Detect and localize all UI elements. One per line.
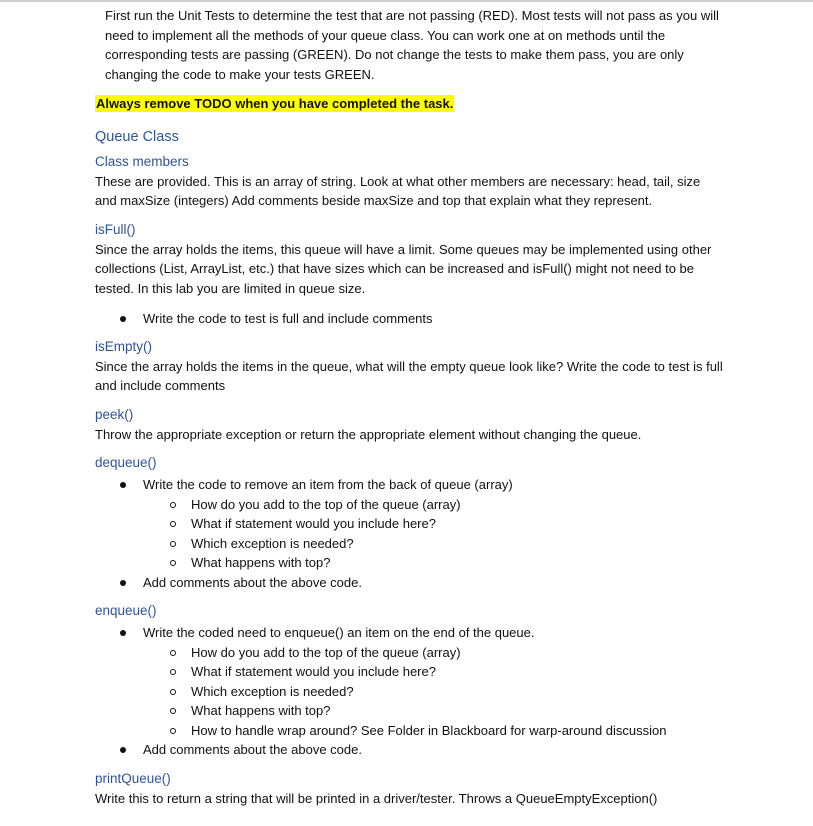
intro-paragraph: First run the Unit Tests to determine the test that are not passing (RED). Most tests will not pass as you will need to implement all the methods of your queue class. You can work one at on methods until the corresponding tests are passing (GREEN). Do not change the tests to make them pass, you are only changing the code to make your tests GREEN. bbox=[105, 8, 719, 82]
peek-body: Throw the appropriate exception or return the appropriate element without changing the queue. bbox=[95, 426, 642, 442]
sublist-item: What happens with top? bbox=[95, 553, 735, 573]
sublist-item: Which exception is needed? bbox=[95, 534, 735, 554]
sublist-item: How do you add to the top of the queue (array) bbox=[95, 495, 735, 515]
sublist-item: What if statement would you include here? bbox=[95, 662, 735, 682]
isfull-list bbox=[95, 309, 735, 329]
heading-queue-class: Queue Class bbox=[95, 128, 179, 145]
list-item: Write the code to test is full and include comments bbox=[95, 309, 735, 329]
list-item bbox=[95, 623, 735, 740]
list-item-text: Write the code to remove an item from the back of queue (array) bbox=[143, 477, 513, 492]
todo-highlight: Always remove TODO when you have completed the task. bbox=[96, 96, 454, 111]
list-item: Add comments about the above code. bbox=[95, 740, 735, 760]
heading-class-members: Class members bbox=[95, 153, 189, 169]
sublist-item: What happens with top? bbox=[95, 701, 735, 721]
sublist-item: Which exception is needed? bbox=[95, 682, 735, 702]
class-members-body: These are provided. This is an array of string. Look at what other members are necessary: head, tail, size and maxSize (integers) Add comments beside maxSize and top that explain what they represent. bbox=[95, 173, 701, 208]
isempty-body: Since the array holds the items in the queue, what will the empty queue look like? Write the code to test is full and include comments bbox=[95, 358, 723, 393]
printqueue-body: Write this to return a string that will be printed in a driver/tester. Throws a QueueEmptyException() bbox=[95, 790, 658, 806]
heading-enqueue: enqueue() bbox=[95, 603, 157, 618]
enqueue-sublist bbox=[143, 643, 735, 741]
enqueue-list bbox=[95, 623, 735, 760]
heading-printqueue: printQueue() bbox=[95, 770, 171, 786]
list-item: Add comments about the above code. bbox=[95, 573, 735, 593]
heading-dequeue: dequeue() bbox=[95, 455, 157, 470]
todo-callout bbox=[95, 94, 735, 114]
document-page bbox=[95, 6, 735, 808]
heading-peek: peek() bbox=[95, 406, 134, 422]
heading-isempty: isEmpty() bbox=[95, 338, 152, 354]
sublist-item: How to handle wrap around? See Folder in Blackboard for warp-around discussion bbox=[95, 721, 735, 741]
heading-isfull: isFull() bbox=[95, 221, 136, 237]
sublist-item: How do you add to the top of the queue (array) bbox=[95, 643, 735, 663]
dequeue-sublist bbox=[143, 495, 735, 573]
dequeue-list bbox=[95, 475, 735, 592]
sublist-item: What if statement would you include here? bbox=[95, 514, 735, 534]
list-item-text: Write the coded need to enqueue() an item on the end of the queue. bbox=[143, 625, 535, 640]
list-item bbox=[95, 475, 735, 573]
page-top-border bbox=[0, 0, 813, 2]
isfull-body: Since the array holds the items, this queue will have a limit. Some queues may be implemented using other collections (List, ArrayList, etc.) that have sizes which can be increased and isFull() might not need to be tested. In this lab you are limited in queue size. bbox=[95, 241, 712, 296]
